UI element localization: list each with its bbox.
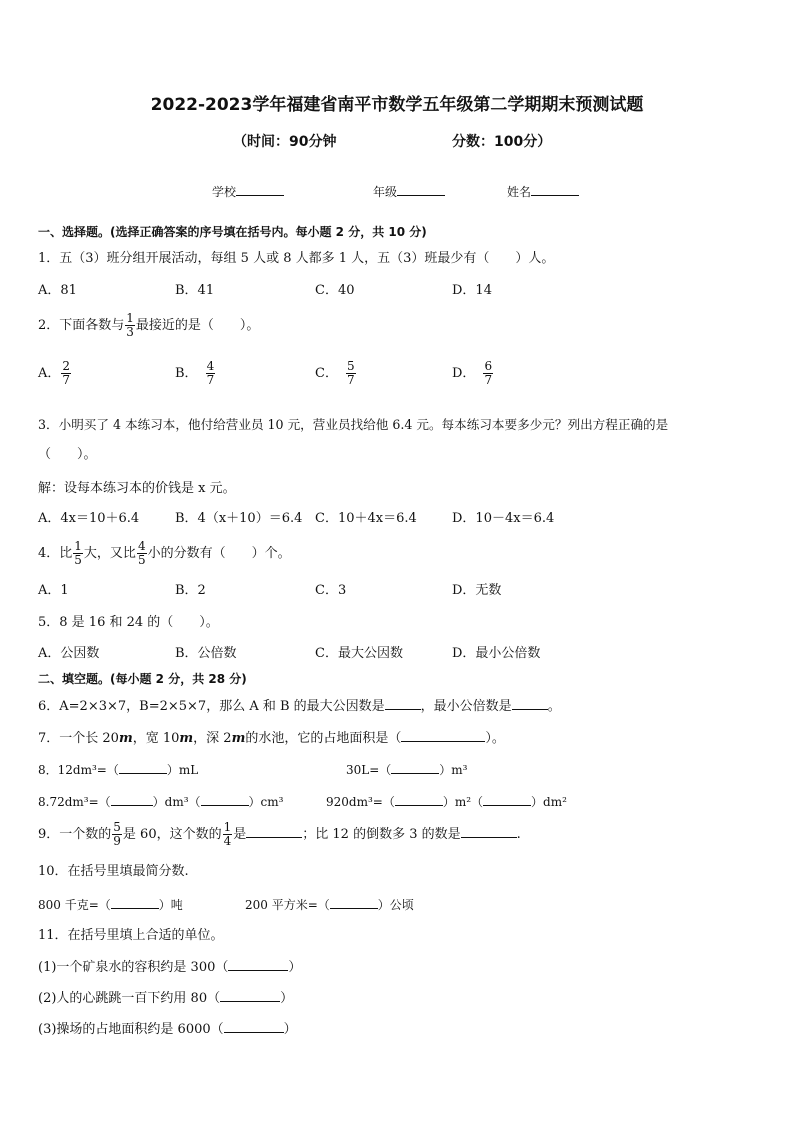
q9-blank-1[interactable] (246, 825, 302, 838)
q3-option-c[interactable]: C．10＋4x＝6.4 (315, 511, 417, 526)
q9-fraction-2: $\frac{1}{4}$ (223, 820, 232, 848)
q2-option-c[interactable]: C． $\frac{5}{7}$ (315, 359, 355, 387)
q4-option-c[interactable]: C．3 (315, 583, 347, 598)
q4-option-d[interactable]: D．无数 (452, 583, 502, 598)
q11-blank-2[interactable] (220, 989, 280, 1002)
q4-text: 4．比 $\frac{1}{5}$ 大，又比 $\frac{4}{5}$ 小的分数有（ ）个。 (38, 539, 291, 567)
q1-option-d[interactable]: D．14 (452, 283, 492, 298)
q10-text: 10．在括号里填最简分数. (38, 864, 189, 879)
q11-text: 11．在括号里填上合适的单位。 (38, 928, 224, 943)
q8-blank-6[interactable] (483, 793, 531, 806)
page-title: 2022-2023学年福建省南平市数学五年级第二学期期末预测试题 (150, 95, 644, 115)
q11-item-2: (2)人的心跳跳一百下约用 80（ ） (38, 991, 294, 1006)
school-field (212, 183, 284, 200)
q6-blank-gcd[interactable] (385, 697, 421, 710)
grade-blank[interactable] (397, 183, 445, 196)
section2-heading: 二、填空题。(每小题 2 分，共 28 分) (38, 672, 247, 686)
q3-solution: 解：设每本练习本的价钱是 x 元。 (38, 481, 236, 496)
q10-item-1: 800 千克=（ ）吨 (38, 898, 183, 912)
q10-blank-2[interactable] (330, 896, 378, 909)
q2-option-d[interactable]: D． $\frac{6}{7}$ (452, 359, 493, 387)
name-blank[interactable] (531, 183, 579, 196)
q11-item-3: (3)操场的占地面积约是 6000（ ） (38, 1022, 297, 1037)
q9-text: 9．一个数的 $\frac{5}{9}$ 是 60，这个数的 $\frac{1}{4}$ 是 ；比 12 的倒数多 3 的数是 . (38, 820, 521, 848)
q8-row1-right: 30L=（ ）m³ (346, 763, 468, 777)
q2-fraction: $\frac{1}{3}$ (126, 311, 134, 339)
q2-text: 2．下面各数与 $\frac{1}{3}$ 最接近的是（ ）。 (38, 311, 260, 339)
q8-blank-3[interactable] (111, 793, 153, 806)
q8-blank-1[interactable] (119, 761, 167, 774)
q3-option-b[interactable]: B．4（x＋10）＝6.4 (175, 511, 303, 526)
exam-score: 分数：100分） (452, 134, 552, 150)
q5-text: 5．8 是 16 和 24 的（ ）。 (38, 615, 219, 630)
q4-fraction-1: $\frac{1}{5}$ (74, 539, 82, 567)
school-blank[interactable] (236, 183, 284, 196)
q8-blank-4[interactable] (201, 793, 249, 806)
q1-option-c[interactable]: C．40 (315, 283, 355, 298)
q5-option-b[interactable]: B．公倍数 (175, 646, 237, 661)
q11-blank-1[interactable] (228, 958, 288, 971)
q4-option-a[interactable]: A．1 (38, 583, 69, 598)
q5-option-c[interactable]: C．最大公因数 (315, 646, 403, 661)
q4-fraction-2: $\frac{4}{5}$ (137, 539, 146, 567)
name-label: 姓名 (507, 185, 532, 199)
q8-row1-left: 8．12dm³=（ ）mL (38, 763, 199, 777)
q3-option-d[interactable]: D．10－4x＝6.4 (452, 511, 555, 526)
exam-time: （时间：90分钟 (233, 134, 337, 150)
q11-blank-3[interactable] (224, 1020, 284, 1033)
q4-option-b[interactable]: B．2 (175, 583, 206, 598)
q1-text: 1．五（3）班分组开展活动，每组 5 人或 8 人都多 1 人，五（3）班最少有（ ）人。 (38, 251, 555, 266)
q2-option-a[interactable]: A． $\frac{2}{7}$ (38, 359, 71, 387)
grade-label: 年级 (373, 185, 398, 199)
q9-blank-2[interactable] (461, 825, 517, 838)
name-field (507, 183, 579, 200)
q6-blank-lcm[interactable] (512, 697, 548, 710)
q2-option-b[interactable]: B． $\frac{4}{7}$ (175, 359, 215, 387)
q3-option-a[interactable]: A．4x＝10＋6.4 (38, 511, 140, 526)
q3-text-line2: （ ）。 (38, 447, 97, 462)
grade-field (373, 183, 445, 200)
q5-option-a[interactable]: A．公因数 (38, 646, 100, 661)
q1-option-a[interactable]: A．81 (38, 283, 77, 298)
q11-item-1: (1)一个矿泉水的容积约是 300（ ） (38, 960, 302, 975)
school-label: 学校 (212, 185, 237, 199)
q3-text-line1: 3．小明买了 4 本练习本，他付给营业员 10 元，营业员找给他 6.4 元。每本练习本要多少元？列出方程正确的是 (38, 417, 669, 432)
q10-blank-1[interactable] (111, 896, 159, 909)
section1-heading: 一、选择题。(选择正确答案的序号填在括号内。每小题 2 分，共 10 分) (38, 225, 427, 239)
q5-option-d[interactable]: D．最小公倍数 (452, 646, 541, 661)
q1-option-b[interactable]: B．41 (175, 283, 215, 298)
q10-item-2: 200 平方米=（ ）公顷 (245, 898, 414, 912)
q6-text: 6．A=2×3×7，B=2×5×7，那么 A 和 B 的最大公因数是 ，最小公倍数是 。 (38, 699, 561, 714)
q8-row2-left: 8.72dm³=（ ）dm³（ ）cm³ (38, 795, 284, 809)
q7-blank[interactable] (401, 729, 485, 742)
q9-fraction-1: $\frac{5}{9}$ (113, 820, 121, 848)
q7-text: 7．一个长 20m，宽 10m，深 2m的水池，它的占地面积是（ ）。 (38, 731, 505, 746)
q8-blank-2[interactable] (391, 761, 439, 774)
q8-blank-5[interactable] (395, 793, 443, 806)
q8-row2-right: 920dm³=（ ）m²（ ）dm² (326, 795, 567, 809)
